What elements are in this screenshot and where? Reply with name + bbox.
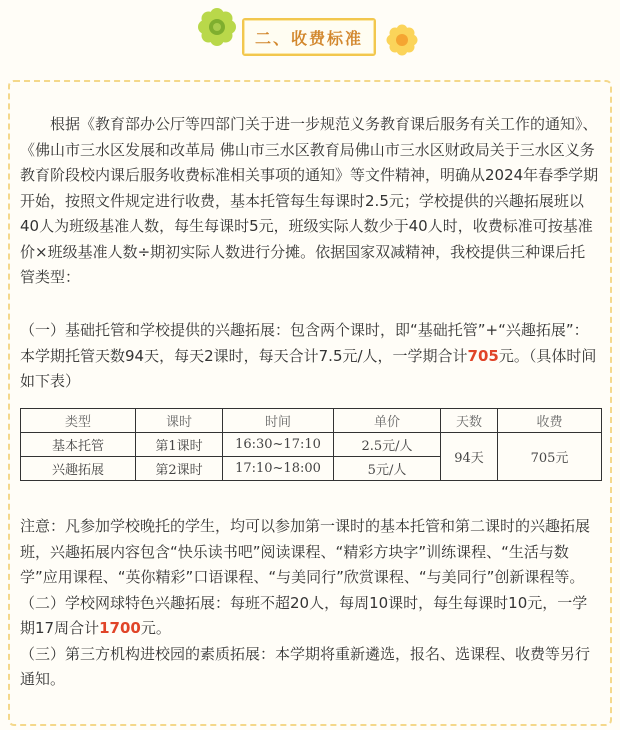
table-header-cell: 天数 [441, 409, 498, 433]
table-cell: 16:30~17:10 [223, 433, 334, 457]
table-cell: 17:10~18:00 [223, 457, 334, 481]
table-header-cell: 类型 [21, 409, 136, 433]
table-header-row [21, 409, 602, 433]
table-days-cell: 94天 [441, 433, 498, 481]
table-cell: 第1课时 [136, 433, 223, 457]
title-box [242, 18, 376, 56]
green-flower-icon [196, 6, 238, 48]
section-1-text: （一）基础托管和学校提供的兴趣拓展：包含两个课时，即“基础托管”+“兴趣拓展”：本学期托管天数94天，每天2课时，每天合计7.5元/人，一学期合计 [20, 321, 589, 365]
content-box [8, 80, 612, 726]
notes-block [20, 514, 600, 693]
section-3-paragraph: （三）第三方机构进校园的素质拓展：本学期将重新遴选，报名、选课程、收费等另行通知。 [20, 644, 591, 688]
table-fee-cell: 705元 [498, 433, 602, 481]
fee-table [20, 408, 602, 481]
table-cell: 第2课时 [136, 457, 223, 481]
section-1-text-end: 元。（具体时间如下表） [20, 346, 597, 390]
section-2-total-highlight: 1700 [99, 619, 141, 637]
table-cell: 5元/人 [334, 457, 441, 481]
section-1-paragraph [20, 318, 600, 395]
section-header [0, 0, 620, 72]
note-paragraph: 注意：凡参加学校晚托的学生，均可以参加第一课时的基本托管和第二课时的兴趣拓展班，兴趣拓展内容包含“快乐读书吧”阅读课程、“精彩方块字”训练课程、“生活与数学”应用课程、“英你精彩”口语课程、“与美同行”欣赏课程、“与美同行”创新课程等。 [20, 517, 591, 586]
table-cell: 基本托管 [21, 433, 136, 457]
page-title: 二、收费标准 [254, 28, 363, 48]
section-2-text: （二）学校网球特色兴趣拓展：每班不超20人，每周10课时，每生每课时10元，一学期17周合计 [20, 593, 588, 637]
section-2-text-end: 元。 [140, 619, 171, 637]
table-header-cell: 收费 [498, 409, 602, 433]
section-1-total-highlight: 705 [467, 346, 499, 365]
intro-paragraph: 根据《教育部办公厅等四部门关于进一步规范义务教育课后服务有关工作的通知》、《佛山市三水区发展和改革局 佛山市三水区教育局佛山市三水区财政局关于三水区义务教育阶段校内课后服务收费标准相关事项的通知》等文件精神，明确从2024年春季学期开始，按照文件规定进行收费，基本托管每生每课时2.5元；学校提供的兴趣拓展班以40人为班级基准人数，每生每课时5元，班级实际人数少于40人时，收费标准可按基准价×班级基准人数÷期初实际人数进行分摊。依据国家双减精神，我校提供三种课后托管类型： [20, 115, 599, 286]
table-header-cell: 单价 [334, 409, 441, 433]
table-row [21, 433, 602, 457]
table-cell: 兴趣拓展 [21, 457, 136, 481]
table-cell: 2.5元/人 [334, 433, 441, 457]
table-header-cell: 课时 [136, 409, 223, 433]
yellow-flower-icon [386, 24, 418, 56]
table-header-cell: 时间 [223, 409, 334, 433]
